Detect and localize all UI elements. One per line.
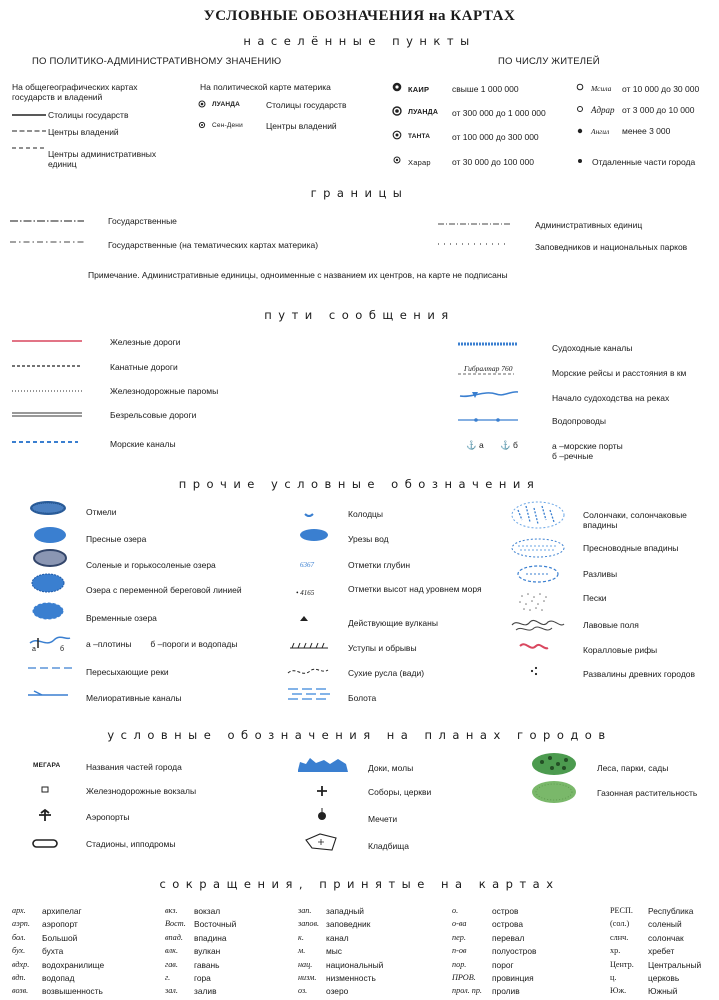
pop-label-3: от 100 000 до 300 000 xyxy=(452,132,539,142)
abbr-meaning: порог xyxy=(492,959,514,970)
abbr-meaning: остров xyxy=(492,906,519,916)
other-wells: Колодцы xyxy=(348,509,384,519)
abbr-meaning: перевал xyxy=(492,932,525,943)
abbr-meaning: провинция xyxy=(492,973,534,983)
route-sea-voyages: Морские рейсы и расстояния в км xyxy=(552,368,687,378)
abbr-meaning: полуостров xyxy=(492,946,537,957)
other-wadis: Сухие русла (вади) xyxy=(348,668,425,678)
abbr-short: бол. xyxy=(12,932,26,942)
abbr-meaning: Центральный xyxy=(648,959,702,970)
capital-dot-icon xyxy=(198,100,208,130)
route-navigation-start: Начало судоходства на реках xyxy=(552,393,670,403)
abbr-meaning: водохранилище xyxy=(42,959,105,970)
routes-right-symbols xyxy=(458,340,528,425)
border-state-thematic: Государственные (на тематических картах материка) xyxy=(108,240,319,250)
route-ship-canals: Судоходные каналы xyxy=(552,343,633,353)
abbr-short: Центр. xyxy=(610,959,634,969)
continent-title: На политической карте материка xyxy=(200,82,331,92)
pop-small-sample-2: Адрар xyxy=(591,105,615,115)
abbr-short: ц. xyxy=(610,973,617,982)
port-icon-a: ⚓ а xyxy=(466,440,484,450)
abbr-short: Вост. xyxy=(165,919,186,929)
pop-label-2: от 300 000 до 1 000 000 xyxy=(452,108,546,118)
general-item-capitals: Столицы государств xyxy=(48,110,129,120)
city-forests-parks: Леса, парки, сады xyxy=(597,763,669,773)
pop-label-4: от 30 000 до 100 000 xyxy=(452,157,534,167)
route-ferries: Железнодорожные паромы xyxy=(110,386,219,396)
abbr-short: оз. xyxy=(298,986,308,996)
other-dams-rapids: а –плотины б –пороги и водопады xyxy=(86,639,238,649)
other-irrigation-canals: Мелиоративные каналы xyxy=(86,693,182,703)
pop-small-label-2: от 3 000 до 10 000 xyxy=(622,105,695,115)
pop-small-label-1: от 10 000 до 30 000 xyxy=(622,84,700,94)
dam-sample-a: а xyxy=(32,646,36,653)
abbr-short: нац. xyxy=(298,959,313,969)
abbr-meaning: канал xyxy=(326,932,349,943)
continent-sample-capital: ЛУАНДА xyxy=(212,101,241,108)
settlements-heading: населённые пункты xyxy=(243,34,476,48)
general-item-admin: Центры административных единиц xyxy=(48,149,157,169)
abbr-meaning: хребет xyxy=(648,946,675,957)
city-part-sample: МЕГАРА xyxy=(33,762,61,769)
route-sea-canals: Морские каналы xyxy=(110,439,176,449)
abbr-short: запов. xyxy=(298,919,320,929)
continent-label-capital: Столицы государств xyxy=(266,100,347,110)
abbr-short: аэрп. xyxy=(12,919,30,929)
general-border-symbols xyxy=(12,110,52,160)
abbr-short: пер. xyxy=(452,932,466,942)
abbr-meaning: низменность xyxy=(326,973,376,983)
other-freshwater-depressions: Пресноводные впадины xyxy=(583,543,679,553)
city-rail-stations: Железнодорожные вокзалы xyxy=(86,786,197,796)
abbr-short: Юж. xyxy=(610,986,627,996)
other-heading: прочие условные обозначения xyxy=(178,477,541,491)
abbr-meaning: пролив xyxy=(492,986,520,997)
other-drying-rivers: Пересыхающие реки xyxy=(86,667,169,677)
pop-label-1: свыше 1 000 000 xyxy=(452,84,519,94)
city-col3-symbols xyxy=(530,752,585,812)
abbr-short: вдхр. xyxy=(12,959,30,969)
route-ports-sea: а –морские порты xyxy=(552,441,623,451)
height-sample: • 4165 xyxy=(296,589,315,597)
abbr-meaning: национальный xyxy=(326,959,384,970)
abbr-short: пор. xyxy=(452,959,467,969)
borders-note: Примечание. Административные единицы, одноименные с названием их центров, на карте не подписаны xyxy=(88,270,508,280)
other-swamps: Болота xyxy=(348,693,377,703)
abbr-short: о-ва xyxy=(452,919,467,929)
abbr-meaning: гавань xyxy=(194,959,220,970)
port-label-b: б xyxy=(512,440,518,450)
other-col1-symbols xyxy=(28,498,78,708)
abbr-short: влк. xyxy=(165,946,179,956)
city-mosques: Мечети xyxy=(368,814,398,824)
other-variable-lakes: Озера с переменной береговой линией xyxy=(86,585,242,595)
city-stadiums: Стадионы, ипподромы xyxy=(86,839,176,849)
abbr-meaning: вокзал xyxy=(194,906,221,916)
other-volcanoes: Действующие вулканы xyxy=(348,618,438,628)
abbr-short: о. xyxy=(452,906,459,915)
abbr-short: арх. xyxy=(12,906,26,915)
abbr-short: вкз. xyxy=(165,906,178,915)
population-header: ПО ЧИСЛУ ЖИТЕЛЕЙ xyxy=(498,56,600,67)
city-parts-names: Названия частей города xyxy=(86,762,182,772)
abbr-short: вдп. xyxy=(12,973,26,982)
population-symbols-large xyxy=(392,82,404,167)
border-state: Государственные xyxy=(108,216,177,226)
abbr-short: м. xyxy=(298,946,306,956)
abbr-short: зал. xyxy=(165,986,178,996)
other-col3-symbols xyxy=(508,500,570,690)
pop-small-label-3: менее 3 000 xyxy=(622,126,671,136)
abbr-meaning: аэропорт xyxy=(42,919,78,930)
abbr-meaning: залив xyxy=(194,986,217,997)
abbr-meaning: вулкан xyxy=(194,946,221,957)
general-item-dominions: Центры владений xyxy=(48,127,119,137)
port-icon-b: ⚓ б xyxy=(500,440,518,450)
abbr-short: (сол.) xyxy=(610,919,630,929)
dam-sample-b: б xyxy=(60,646,65,653)
abbr-meaning: Республика xyxy=(648,906,694,916)
political-header: ПО ПОЛИТИКО-АДМИНИСТРАТИВНОМУ ЗНАЧЕНИЮ xyxy=(32,56,282,67)
other-depths: Отметки глубин xyxy=(348,560,411,570)
city-airports: Аэропорты xyxy=(86,812,130,822)
city-col2-symbols xyxy=(296,754,356,854)
abbr-meaning: возвышенность xyxy=(42,986,103,997)
other-sands: Пески xyxy=(583,593,607,603)
continent-label-dominion: Центры владений xyxy=(266,121,337,131)
abbr-short: низм. xyxy=(298,973,317,982)
abbr-meaning: острова xyxy=(492,919,524,930)
other-fresh-lakes: Пресные озера xyxy=(86,534,147,544)
abbr-meaning: водопад xyxy=(42,973,75,983)
port-label-a: а xyxy=(478,440,484,450)
route-ports-river: б –речные xyxy=(552,451,594,461)
border-reserves: Заповедников и национальных парков xyxy=(535,242,688,252)
abbr-meaning: мыс xyxy=(326,946,342,957)
abbr-short: к. xyxy=(298,932,304,942)
route-railways: Железные дороги xyxy=(110,337,181,347)
state-border-symbols xyxy=(10,216,90,248)
abbr-short: РЕСП. xyxy=(610,906,633,915)
pop-sample-3: ТАНТА xyxy=(408,133,431,140)
other-water-levels: Урезы вод xyxy=(348,534,389,544)
abbr-meaning: архипелаг xyxy=(42,906,82,916)
admin-border-symbols xyxy=(438,220,513,250)
abbr-meaning: западный xyxy=(326,906,364,916)
city-docks: Доки, молы xyxy=(368,763,414,773)
abbr-meaning: озеро xyxy=(326,986,349,997)
other-floods: Разливы xyxy=(583,569,618,579)
routes-left-symbols xyxy=(12,336,84,448)
page-title: УСЛОВНЫЕ ОБОЗНАЧЕНИЯ на КАРТАХ xyxy=(203,8,516,24)
water-level-sample: 1680 xyxy=(313,541,326,548)
abbr-short: возв. xyxy=(12,986,29,996)
abbr-short: п-ов xyxy=(452,946,467,956)
pop-small-sample-1: Мсила xyxy=(591,84,612,93)
abbr-meaning: заповедник xyxy=(326,919,371,930)
abbr-meaning: Восточный xyxy=(194,919,237,930)
city-col1-symbols xyxy=(30,783,60,853)
pop-small-label-4: Отдаленные части города xyxy=(592,157,696,167)
routes-heading: пути сообщения xyxy=(264,308,455,322)
other-col2-symbols xyxy=(288,508,333,708)
borders-heading: границы xyxy=(310,186,409,200)
pop-sample-2: ЛУАНДА xyxy=(408,109,439,116)
other-heights: Отметки высот над уровнем моря xyxy=(348,584,482,594)
abbr-short: гав. xyxy=(165,959,178,969)
city-plans-heading: условные обозначения на планах городов xyxy=(107,728,612,742)
abbr-short: прол. пр. xyxy=(452,986,482,996)
border-admin: Административных единиц xyxy=(535,220,643,230)
route-aqueducts: Водопроводы xyxy=(552,416,606,426)
abbr-meaning: церковь xyxy=(648,973,680,983)
abbr-short: г. xyxy=(165,973,171,982)
abbr-meaning: впадина xyxy=(194,932,227,943)
abbr-meaning: солончак xyxy=(648,932,684,943)
abbr-short: бух. xyxy=(12,946,26,956)
pop-small-sample-3: Ангил xyxy=(591,127,610,136)
abbr-meaning: бухта xyxy=(42,946,64,957)
other-lava-fields: Лавовые поля xyxy=(583,620,639,630)
abbr-meaning: соленый xyxy=(648,919,682,930)
other-temporary-lakes: Временные озера xyxy=(86,613,157,623)
abbr-short: зап. xyxy=(298,906,312,915)
city-cemeteries: Кладбища xyxy=(368,841,409,851)
abbr-meaning: Большой xyxy=(42,932,78,943)
city-cathedrals: Соборы, церкви xyxy=(368,787,432,797)
general-maps-title: На общегеографических картах государств и владений xyxy=(12,82,138,102)
depth-sample: 6367 xyxy=(300,561,314,569)
other-ruins: Развалины древних городов xyxy=(583,669,696,679)
other-shoals: Отмели xyxy=(86,507,117,517)
route-roads: Безрельсовые дороги xyxy=(110,410,197,420)
abbr-short: хр. xyxy=(610,946,621,956)
abbr-meaning: Южный xyxy=(648,986,678,997)
route-cableways: Канатные дороги xyxy=(110,362,178,372)
abbr-meaning: гора xyxy=(194,973,211,983)
other-cliffs: Уступы и обрывы xyxy=(348,643,417,653)
pop-sample-4: Харар xyxy=(408,158,431,167)
abbr-short: слнч. xyxy=(610,932,629,942)
other-salt-lakes: Соленые и горькосоленые озера xyxy=(86,560,216,570)
other-salt-marshes: Солончаки, солончаковые впадины xyxy=(583,510,687,530)
abbreviations-heading: сокращения, принятые на картах xyxy=(159,877,560,891)
sea-route-sample: Гибралтар 760 xyxy=(464,364,513,373)
pop-sample-1: КАИР xyxy=(408,85,430,94)
other-coral-reefs: Коралловые рифы xyxy=(583,645,658,655)
population-symbols-small xyxy=(576,83,586,165)
city-lawns: Газонная растительность xyxy=(597,788,698,798)
abbr-short: ПРОВ. xyxy=(452,973,476,982)
continent-sample-dominion: Сен-Дени xyxy=(212,122,243,129)
abbr-short: впад. xyxy=(165,932,183,942)
